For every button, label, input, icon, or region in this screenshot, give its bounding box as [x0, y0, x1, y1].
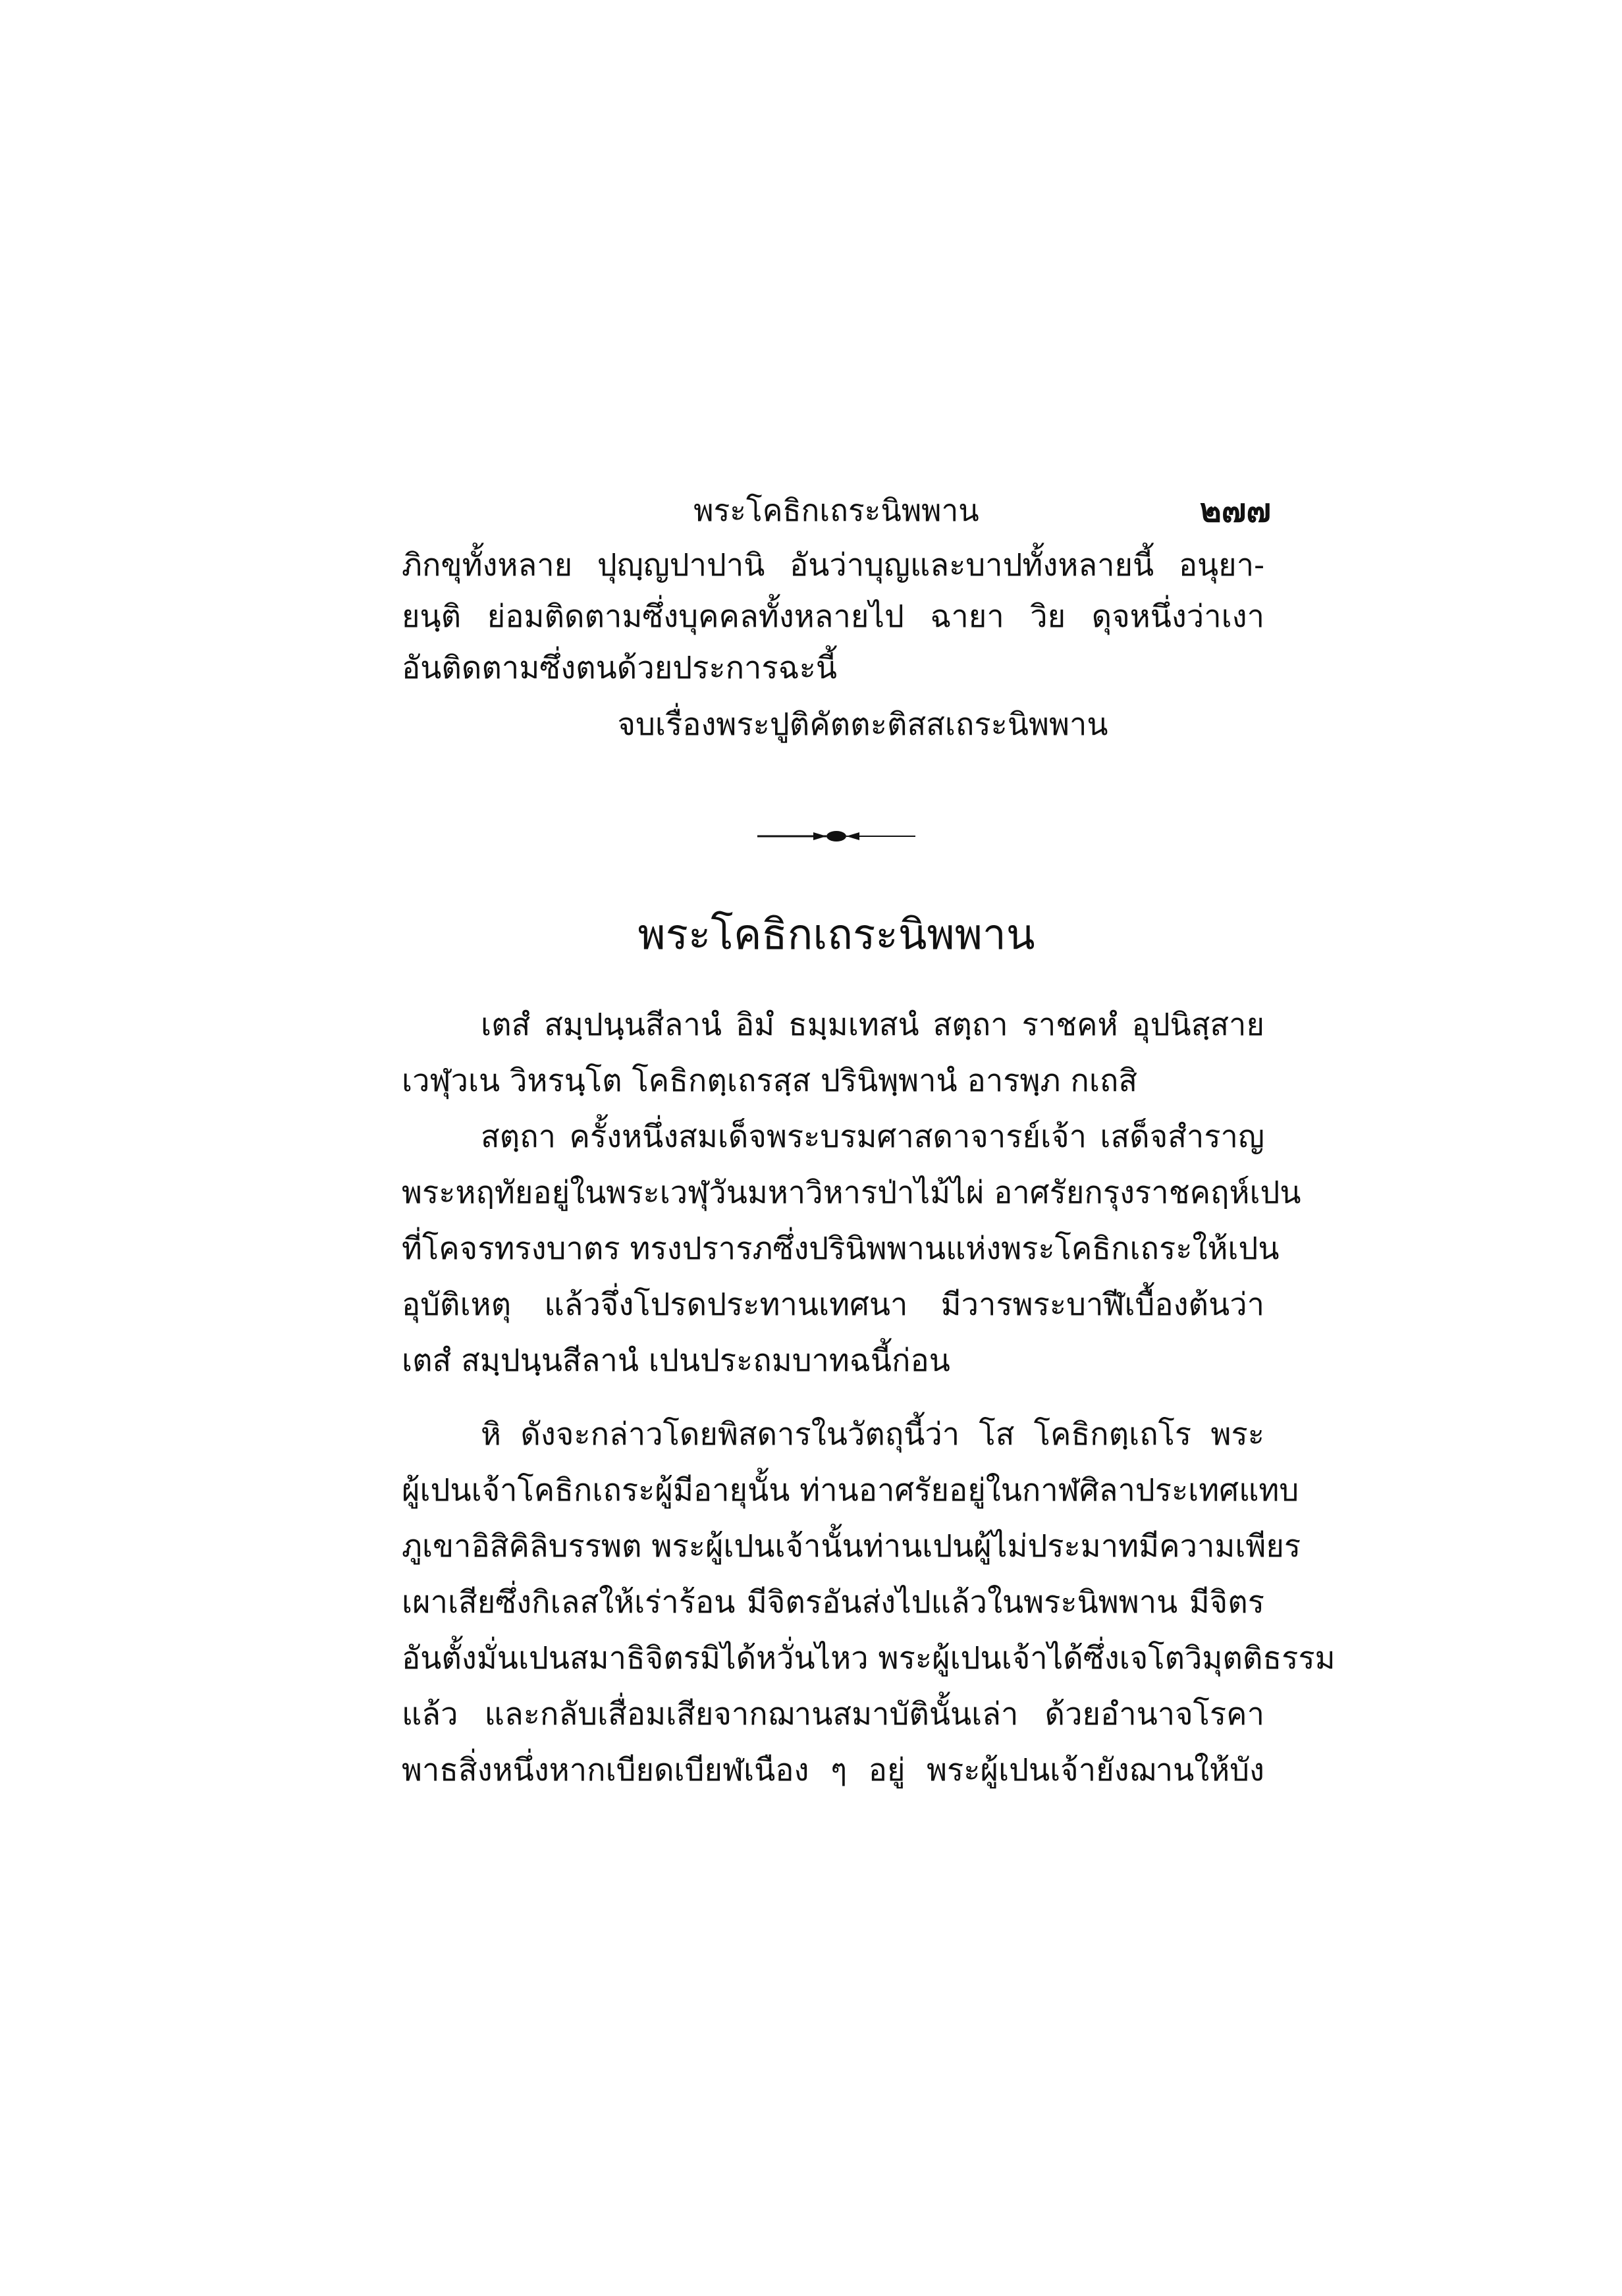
- running-title: พระโคธิกเถระนิพพาน: [693, 493, 979, 528]
- section-divider-ornament: [751, 826, 922, 846]
- body-text-line: เวฬุวเน วิหรนฺโต โคธิกตฺเถรสฺส ปรินิพฺพานํ อารพฺภ กเถสิ: [402, 1063, 1138, 1099]
- body-text-line: ผู้เปนเจ้าโคธิกเถระผู้มีอายุนั้น ท่านอาศรัยอยู่ในกาฬศิลาประเทศแทบ: [402, 1472, 1299, 1508]
- body-text-line: ภูเขาอิสิคิลิบรรพต พระผู้เปนเจ้านั้นท่านเปนผู้ไม่ประมาทมีความเพียร: [402, 1528, 1301, 1564]
- preceding-text-line: ภิกขุทั้งหลาย ปุญฺญปาปานิ อันว่าบุญและบาปทั้งหลายนี้ อนุยา-: [402, 547, 1264, 583]
- body-text-line: อุบัติเหตุ แล้วจึ่งโปรดประทานเทศนา มีวารพระบาฬีเบื้องต้นว่า: [402, 1287, 1264, 1323]
- body-text-line: พระหฤทัยอยู่ในพระเวฬุวันมหาวิหารป่าไม้ไผ่ อาศรัยกรุงราชคฤห์เปน: [402, 1175, 1301, 1211]
- body-text-line: หิ ดังจะกล่าวโดยพิสดารในวัตถุนี้ว่า โส โคธิกตฺเถโร พระ: [481, 1416, 1264, 1453]
- section-title: พระโคธิกเถระนิพพาน: [637, 911, 1035, 959]
- story-end-line: จบเรื่องพระปูติคัตตะติสสเถระนิพพาน: [617, 707, 1108, 743]
- body-text-line: เตสํ สมฺปนฺนสีลานํ เปนประถมบาทฉนี้ก่อน: [402, 1343, 950, 1379]
- preceding-text-line: ยนฺติ ย่อมติดตามซึ่งบุคคลทั้งหลายไป ฉายา วิย ดุจหนึ่งว่าเงา: [402, 599, 1264, 635]
- body-text-line: พาธสิ่งหนึ่งหากเบียดเบียฬเนือง ๆ อยู่ พระผู้เปนเจ้ายังฌานให้บัง: [402, 1752, 1264, 1788]
- page-number: ๒๗๗: [1199, 491, 1271, 529]
- body-text-line: สตฺถา ครั้งหนึ่งสมเด็จพระบรมศาสดาจารย์เจ้า เสด็จสำราญ: [481, 1119, 1264, 1155]
- body-text-line: ที่โคจรทรงบาตร ทรงปรารภซึ่งปรินิพพานแห่งพระโคธิกเถระให้เปน: [402, 1231, 1280, 1267]
- body-text-line: เตสํ สมฺปนฺนสีลานํ อิมํ ธมฺมเทสนํ สตฺถา ราชคหํ อุปนิสฺสาย: [481, 1007, 1264, 1043]
- body-text-line: อันตั้งมั่นเปนสมาธิจิตรมิได้หวั่นไหว พระผู้เปนเจ้าได้ซึ่งเจโตวิมุตติธรรม: [402, 1640, 1336, 1676]
- body-text-line: เผาเสียซึ่งกิเลสให้เร่าร้อน มีจิตรอันส่งไปแล้วในพระนิพพาน มีจิตร: [402, 1584, 1264, 1620]
- preceding-text-line: อันติดตามซึ่งตนด้วยประการฉะนี้: [402, 650, 838, 686]
- body-text-line: แล้ว และกลับเสื่อมเสียจากฌานสมาบัตินั้นเล่า ด้วยอำนาจโรคา: [402, 1696, 1264, 1732]
- page-header: [402, 487, 1271, 540]
